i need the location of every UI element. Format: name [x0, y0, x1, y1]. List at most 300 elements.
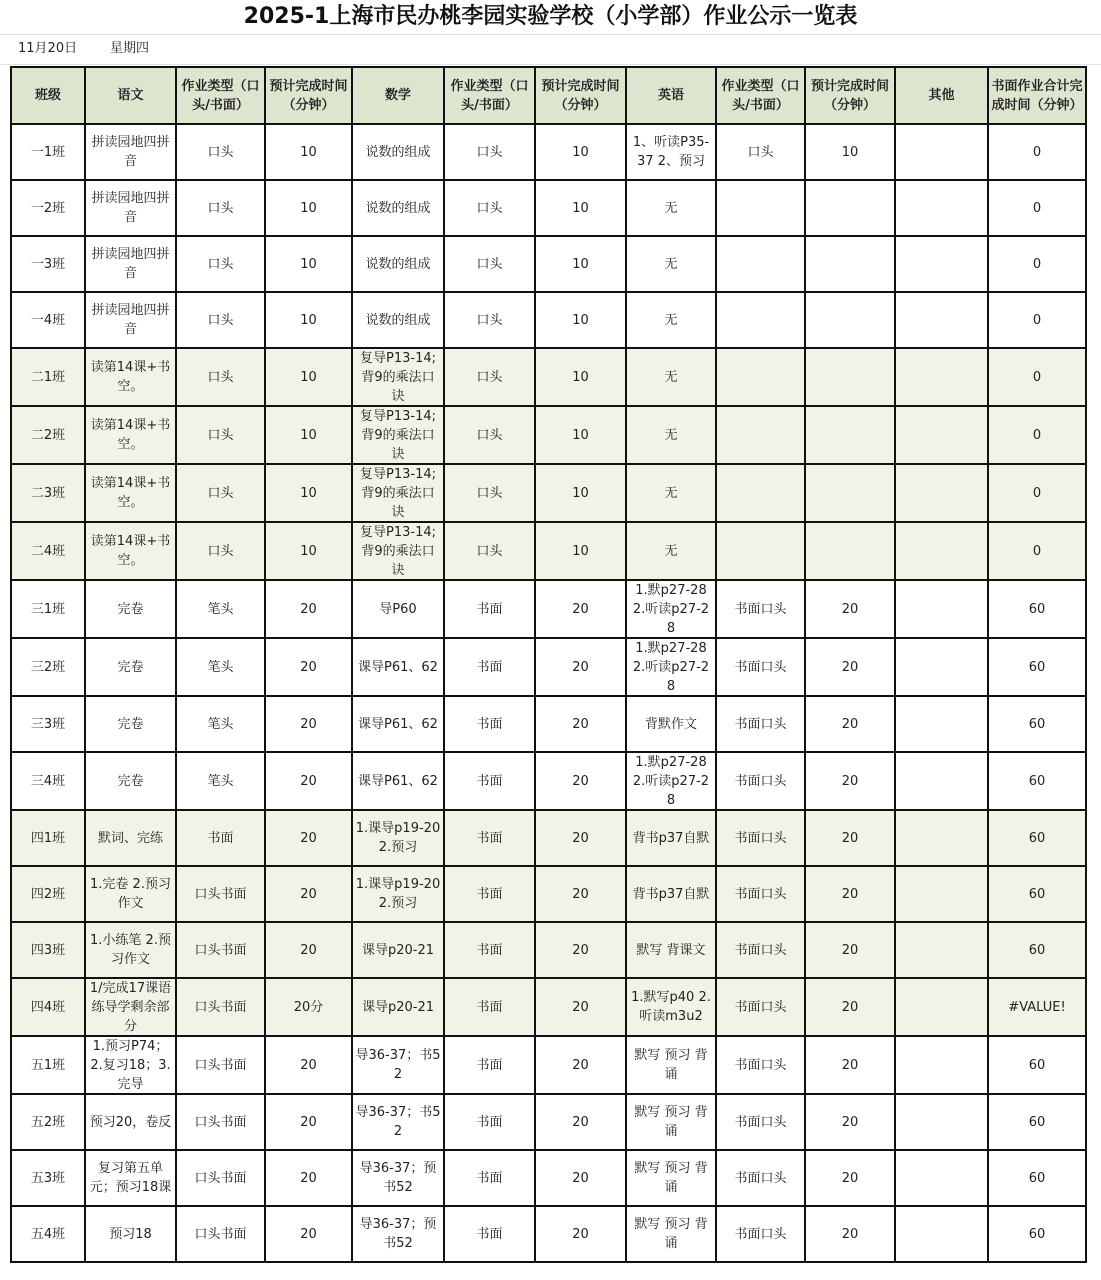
cell-chinese-type[interactable]: [176, 922, 265, 978]
table-row: [11, 696, 1086, 752]
header-chinese-type[interactable]: 作业类型（口头/书面）: [176, 67, 265, 124]
cell-chinese-type[interactable]: [176, 292, 265, 348]
cell-english-time[interactable]: [805, 522, 895, 580]
cell-math-type[interactable]: [444, 124, 535, 180]
cell-class[interactable]: [11, 348, 85, 406]
cell-english-time[interactable]: [805, 1206, 895, 1262]
cell-text: 1.完卷 2.预习作文: [90, 877, 171, 911]
cell-chinese-type[interactable]: [176, 180, 265, 236]
cell-other[interactable]: [895, 580, 988, 638]
cell-chinese[interactable]: [85, 1094, 176, 1150]
cell-other[interactable]: [895, 638, 988, 696]
cell-english-time[interactable]: [805, 124, 895, 180]
cell-english-time[interactable]: [805, 464, 895, 522]
cell-total-time[interactable]: [988, 810, 1086, 866]
cell-math-type[interactable]: [444, 696, 535, 752]
cell-text: 书面口头: [734, 773, 787, 789]
cell-english-time[interactable]: [805, 180, 895, 236]
cell-chinese-time[interactable]: [265, 1206, 352, 1262]
cell-text: 20: [841, 999, 859, 1015]
cell-english-type[interactable]: [716, 1150, 805, 1206]
cell-text: 书面: [476, 659, 503, 675]
cell-class[interactable]: [11, 580, 85, 638]
cell-class[interactable]: [11, 922, 85, 978]
cell-chinese-type[interactable]: [176, 1036, 265, 1094]
cell-text: 课导p20-21: [361, 942, 435, 958]
cell-english[interactable]: [626, 124, 716, 180]
cell-chinese[interactable]: [85, 1036, 176, 1094]
cell-english-type[interactable]: [716, 752, 805, 810]
cell-chinese-type[interactable]: [176, 348, 265, 406]
cell-english-type[interactable]: [716, 292, 805, 348]
homework-table: [10, 66, 1087, 1263]
cell-text: 1.预习P74；2.复习18；3.完导: [90, 1039, 171, 1092]
cell-class[interactable]: [11, 638, 85, 696]
cell-math[interactable]: [352, 1206, 444, 1262]
cell-english[interactable]: [626, 236, 716, 292]
cell-math-time[interactable]: [535, 522, 626, 580]
cell-chinese-type[interactable]: [176, 124, 265, 180]
cell-text: 20: [841, 1057, 859, 1073]
cell-other[interactable]: [895, 1150, 988, 1206]
cell-text: 60: [1028, 886, 1046, 902]
cell-math-type[interactable]: [444, 292, 535, 348]
cell-math-type[interactable]: [444, 1094, 535, 1150]
cell-english-type[interactable]: [716, 348, 805, 406]
cell-english-time[interactable]: [805, 348, 895, 406]
cell-total-time[interactable]: [988, 1150, 1086, 1206]
cell-chinese-type[interactable]: [176, 752, 265, 810]
header-chinese[interactable]: 语文: [85, 67, 176, 124]
cell-math-time[interactable]: [535, 406, 626, 464]
cell-math[interactable]: [352, 696, 444, 752]
cell-other[interactable]: [895, 348, 988, 406]
cell-chinese-time[interactable]: [265, 236, 352, 292]
cell-class[interactable]: [11, 406, 85, 464]
cell-text: 四4班: [30, 999, 66, 1015]
cell-class[interactable]: [11, 810, 85, 866]
cell-other[interactable]: [895, 978, 988, 1036]
cell-other[interactable]: [895, 464, 988, 522]
cell-text: 1.课导p19-20 2.预习: [355, 821, 441, 855]
cell-math[interactable]: [352, 236, 444, 292]
cell-math-time[interactable]: [535, 236, 626, 292]
cell-english-type[interactable]: [716, 696, 805, 752]
cell-total-time[interactable]: [988, 638, 1086, 696]
cell-text: 复导P13-14;背9的乘法口诀: [360, 525, 436, 578]
cell-total-time[interactable]: [988, 866, 1086, 922]
cell-chinese-type[interactable]: [176, 406, 265, 464]
cell-english-type[interactable]: [716, 922, 805, 978]
cell-chinese-time[interactable]: [265, 866, 352, 922]
cell-math-time[interactable]: [535, 1150, 626, 1206]
cell-text: 0: [1032, 543, 1042, 559]
cell-other[interactable]: [895, 406, 988, 464]
cell-chinese-time[interactable]: [265, 348, 352, 406]
cell-text: 60: [1028, 1114, 1046, 1130]
cell-chinese-time[interactable]: [265, 464, 352, 522]
cell-math[interactable]: [352, 292, 444, 348]
cell-chinese[interactable]: [85, 1150, 176, 1206]
cell-class[interactable]: [11, 124, 85, 180]
cell-chinese[interactable]: [85, 124, 176, 180]
cell-english-type[interactable]: [716, 978, 805, 1036]
cell-total-time[interactable]: [988, 978, 1086, 1036]
cell-english-time[interactable]: [805, 696, 895, 752]
cell-math-type[interactable]: [444, 1150, 535, 1206]
weekday-cell[interactable]: 星期四: [110, 41, 150, 56]
cell-other[interactable]: [895, 752, 988, 810]
cell-english[interactable]: [626, 348, 716, 406]
cell-chinese[interactable]: [85, 1206, 176, 1262]
cell-other[interactable]: [895, 180, 988, 236]
cell-other[interactable]: [895, 696, 988, 752]
cell-total-time[interactable]: [988, 1094, 1086, 1150]
header-other[interactable]: 其他: [895, 67, 988, 124]
cell-chinese-time[interactable]: [265, 1094, 352, 1150]
date-row: [0, 34, 1101, 64]
cell-math-time[interactable]: [535, 638, 626, 696]
cell-class[interactable]: [11, 180, 85, 236]
cell-english[interactable]: [626, 1036, 716, 1094]
cell-math-time[interactable]: [535, 1206, 626, 1262]
cell-other[interactable]: [895, 1036, 988, 1094]
cell-text: 口头: [476, 427, 503, 443]
cell-chinese-type[interactable]: [176, 1150, 265, 1206]
cell-english-type[interactable]: [716, 406, 805, 464]
cell-math-time[interactable]: [535, 922, 626, 978]
cell-chinese-time[interactable]: [265, 292, 352, 348]
cell-math-time[interactable]: [535, 292, 626, 348]
cell-chinese[interactable]: [85, 180, 176, 236]
cell-math[interactable]: [352, 810, 444, 866]
cell-chinese[interactable]: [85, 522, 176, 580]
cell-english-time[interactable]: [805, 978, 895, 1036]
cell-english[interactable]: [626, 810, 716, 866]
cell-english[interactable]: [626, 292, 716, 348]
cell-text: 四3班: [30, 942, 66, 958]
cell-text: 书面: [476, 942, 503, 958]
cell-english[interactable]: [626, 866, 716, 922]
cell-text: 口头: [476, 144, 503, 160]
cell-class[interactable]: [11, 464, 85, 522]
cell-math[interactable]: [352, 1036, 444, 1094]
cell-math[interactable]: [352, 580, 444, 638]
cell-english-type[interactable]: [716, 580, 805, 638]
cell-english-type[interactable]: [716, 236, 805, 292]
cell-text: 书面口头: [734, 659, 787, 675]
cell-english-time[interactable]: [805, 810, 895, 866]
cell-english-time[interactable]: [805, 1094, 895, 1150]
cell-english-time[interactable]: [805, 292, 895, 348]
cell-other[interactable]: [895, 292, 988, 348]
cell-chinese-time[interactable]: [265, 522, 352, 580]
cell-math[interactable]: [352, 522, 444, 580]
cell-chinese-type[interactable]: [176, 696, 265, 752]
cell-english[interactable]: [626, 522, 716, 580]
cell-total-time[interactable]: [988, 752, 1086, 810]
cell-text: 20: [572, 1114, 589, 1130]
cell-math[interactable]: [352, 124, 444, 180]
cell-class[interactable]: [11, 866, 85, 922]
cell-english[interactable]: [626, 580, 716, 638]
cell-chinese[interactable]: [85, 696, 176, 752]
cell-other[interactable]: [895, 1206, 988, 1262]
cell-chinese-time[interactable]: [265, 1036, 352, 1094]
cell-chinese[interactable]: [85, 236, 176, 292]
cell-english-type[interactable]: [716, 180, 805, 236]
cell-math[interactable]: [352, 752, 444, 810]
cell-english[interactable]: [626, 180, 716, 236]
cell-chinese-time[interactable]: [265, 922, 352, 978]
cell-math-type[interactable]: [444, 810, 535, 866]
cell-text: 60: [1028, 1057, 1046, 1073]
cell-math-type[interactable]: [444, 1206, 535, 1262]
cell-math-type[interactable]: [444, 638, 535, 696]
header-chinese-time[interactable]: 预计完成时间（分钟）: [265, 67, 352, 124]
cell-chinese-type[interactable]: [176, 866, 265, 922]
cell-english[interactable]: [626, 978, 716, 1036]
cell-class[interactable]: [11, 1150, 85, 1206]
cell-total-time[interactable]: [988, 922, 1086, 978]
cell-english[interactable]: [626, 1206, 716, 1262]
cell-total-time[interactable]: [988, 580, 1086, 638]
cell-english-type[interactable]: [716, 1094, 805, 1150]
cell-class[interactable]: [11, 292, 85, 348]
cell-total-time[interactable]: [988, 522, 1086, 580]
cell-chinese[interactable]: [85, 406, 176, 464]
header-class[interactable]: 班级: [11, 67, 85, 124]
cell-class[interactable]: [11, 1206, 85, 1262]
cell-total-time[interactable]: [988, 180, 1086, 236]
cell-other[interactable]: [895, 124, 988, 180]
cell-chinese-type[interactable]: [176, 580, 265, 638]
cell-english[interactable]: [626, 1150, 716, 1206]
cell-other[interactable]: [895, 236, 988, 292]
cell-english-type[interactable]: [716, 522, 805, 580]
cell-chinese[interactable]: [85, 348, 176, 406]
cell-chinese[interactable]: [85, 810, 176, 866]
grid-line: [0, 64, 1101, 65]
date-cell[interactable]: 11月20日: [18, 41, 78, 56]
cell-chinese[interactable]: [85, 464, 176, 522]
header-english[interactable]: 英语: [626, 67, 716, 124]
cell-math-time[interactable]: [535, 810, 626, 866]
cell-english-type[interactable]: [716, 1036, 805, 1094]
cell-math[interactable]: [352, 406, 444, 464]
cell-text: 三2班: [30, 659, 66, 675]
cell-chinese-time[interactable]: [265, 1150, 352, 1206]
cell-math-time[interactable]: [535, 752, 626, 810]
cell-text: 导36-37；预书52: [359, 1217, 437, 1251]
cell-math-type[interactable]: [444, 236, 535, 292]
cell-math[interactable]: [352, 180, 444, 236]
cell-math-time[interactable]: [535, 124, 626, 180]
cell-text: 口头: [207, 200, 234, 216]
cell-chinese-type[interactable]: [176, 522, 265, 580]
cell-math-time[interactable]: [535, 580, 626, 638]
cell-math-type[interactable]: [444, 978, 535, 1036]
cell-chinese-time[interactable]: [265, 638, 352, 696]
cell-english-time[interactable]: [805, 638, 895, 696]
cell-class[interactable]: [11, 1094, 85, 1150]
cell-other[interactable]: [895, 522, 988, 580]
cell-chinese-time[interactable]: [265, 978, 352, 1036]
cell-class[interactable]: [11, 1036, 85, 1094]
cell-math[interactable]: [352, 1094, 444, 1150]
cell-text: 说数的组成: [365, 144, 431, 160]
cell-math-type[interactable]: [444, 522, 535, 580]
cell-total-time[interactable]: [988, 696, 1086, 752]
cell-english-time[interactable]: [805, 752, 895, 810]
cell-chinese-time[interactable]: [265, 752, 352, 810]
cell-chinese-type[interactable]: [176, 1094, 265, 1150]
cell-math[interactable]: [352, 638, 444, 696]
header-math[interactable]: 数学: [352, 67, 444, 124]
cell-english-type[interactable]: [716, 638, 805, 696]
cell-text: 默写 预习 背诵: [634, 1048, 708, 1082]
cell-total-time[interactable]: [988, 1036, 1086, 1094]
cell-english[interactable]: [626, 1094, 716, 1150]
cell-total-time[interactable]: [988, 464, 1086, 522]
cell-math[interactable]: [352, 464, 444, 522]
cell-math-time[interactable]: [535, 1094, 626, 1150]
cell-english[interactable]: [626, 464, 716, 522]
cell-english[interactable]: [626, 406, 716, 464]
cell-chinese-type[interactable]: [176, 638, 265, 696]
header-total-time[interactable]: 书面作业合计完成时间（分钟）: [988, 67, 1086, 124]
cell-text: 0: [1032, 312, 1042, 328]
cell-text: 课导p20-21: [361, 999, 435, 1015]
cell-chinese-time[interactable]: [265, 580, 352, 638]
cell-chinese[interactable]: [85, 978, 176, 1036]
cell-total-time[interactable]: [988, 406, 1086, 464]
cell-english[interactable]: [626, 922, 716, 978]
cell-text: 10: [300, 543, 317, 559]
cell-chinese[interactable]: [85, 580, 176, 638]
cell-chinese-time[interactable]: [265, 124, 352, 180]
cell-math-type[interactable]: [444, 866, 535, 922]
cell-chinese-time[interactable]: [265, 696, 352, 752]
header-english-time[interactable]: 预计完成时间（分钟）: [805, 67, 895, 124]
cell-text: 五1班: [30, 1057, 66, 1073]
cell-text: 二2班: [30, 427, 66, 443]
cell-text: 10: [572, 369, 589, 385]
cell-chinese-time[interactable]: [265, 180, 352, 236]
cell-total-time[interactable]: [988, 124, 1086, 180]
cell-text: 一3班: [30, 256, 66, 272]
cell-english-type[interactable]: [716, 124, 805, 180]
cell-text: 口头: [207, 256, 234, 272]
cell-english[interactable]: [626, 752, 716, 810]
header-math-time[interactable]: 预计完成时间（分钟）: [535, 67, 626, 124]
cell-english-type[interactable]: [716, 1206, 805, 1262]
cell-text: 20: [300, 1170, 317, 1186]
cell-total-time[interactable]: [988, 348, 1086, 406]
cell-other[interactable]: [895, 810, 988, 866]
cell-english[interactable]: [626, 696, 716, 752]
cell-class[interactable]: [11, 522, 85, 580]
cell-total-time[interactable]: [988, 1206, 1086, 1262]
cell-chinese[interactable]: [85, 752, 176, 810]
cell-math-type[interactable]: [444, 752, 535, 810]
cell-total-time[interactable]: [988, 236, 1086, 292]
header-english-type[interactable]: 作业类型（口头/书面）: [716, 67, 805, 124]
cell-class[interactable]: [11, 978, 85, 1036]
cell-chinese-type[interactable]: [176, 978, 265, 1036]
cell-other[interactable]: [895, 922, 988, 978]
cell-math-time[interactable]: [535, 348, 626, 406]
cell-text: 口头: [747, 144, 774, 160]
cell-math[interactable]: [352, 922, 444, 978]
cell-english-time[interactable]: [805, 1150, 895, 1206]
cell-chinese[interactable]: [85, 638, 176, 696]
cell-chinese-type[interactable]: [176, 464, 265, 522]
cell-english-time[interactable]: [805, 236, 895, 292]
cell-text: 无: [664, 369, 678, 385]
cell-english-time[interactable]: [805, 1036, 895, 1094]
header-math-type[interactable]: 作业类型（口头/书面）: [444, 67, 535, 124]
cell-math-time[interactable]: [535, 464, 626, 522]
cell-math-type[interactable]: [444, 580, 535, 638]
cell-class[interactable]: [11, 236, 85, 292]
cell-math-time[interactable]: [535, 1036, 626, 1094]
cell-chinese[interactable]: [85, 866, 176, 922]
cell-math-type[interactable]: [444, 464, 535, 522]
cell-other[interactable]: [895, 866, 988, 922]
cell-math[interactable]: [352, 866, 444, 922]
cell-math-type[interactable]: [444, 348, 535, 406]
cell-chinese-type[interactable]: [176, 810, 265, 866]
cell-english-time[interactable]: [805, 922, 895, 978]
cell-text: 默词、完练: [97, 830, 163, 846]
cell-math[interactable]: [352, 348, 444, 406]
cell-math-time[interactable]: [535, 696, 626, 752]
cell-english-type[interactable]: [716, 810, 805, 866]
cell-chinese-time[interactable]: [265, 406, 352, 464]
cell-text: 课导P61、62: [358, 716, 438, 732]
cell-math[interactable]: [352, 978, 444, 1036]
cell-math-time[interactable]: [535, 978, 626, 1036]
cell-chinese[interactable]: [85, 292, 176, 348]
cell-math-type[interactable]: [444, 180, 535, 236]
cell-english-time[interactable]: [805, 580, 895, 638]
cell-math-type[interactable]: [444, 922, 535, 978]
cell-chinese-type[interactable]: [176, 236, 265, 292]
cell-text: 20: [300, 659, 317, 675]
cell-english-type[interactable]: [716, 464, 805, 522]
cell-math-type[interactable]: [444, 1036, 535, 1094]
cell-chinese-time[interactable]: [265, 810, 352, 866]
cell-text: 20: [300, 1226, 317, 1242]
cell-other[interactable]: [895, 1094, 988, 1150]
cell-text: 口头: [207, 369, 234, 385]
cell-english-type[interactable]: [716, 866, 805, 922]
cell-math[interactable]: [352, 1150, 444, 1206]
cell-class[interactable]: [11, 696, 85, 752]
cell-english-time[interactable]: [805, 406, 895, 464]
cell-math-type[interactable]: [444, 406, 535, 464]
cell-math-time[interactable]: [535, 866, 626, 922]
cell-class[interactable]: [11, 752, 85, 810]
cell-total-time[interactable]: [988, 292, 1086, 348]
cell-chinese-type[interactable]: [176, 1206, 265, 1262]
cell-english-time[interactable]: [805, 866, 895, 922]
cell-text: 完卷: [117, 659, 144, 675]
cell-chinese[interactable]: [85, 922, 176, 978]
cell-math-time[interactable]: [535, 180, 626, 236]
cell-english[interactable]: [626, 638, 716, 696]
